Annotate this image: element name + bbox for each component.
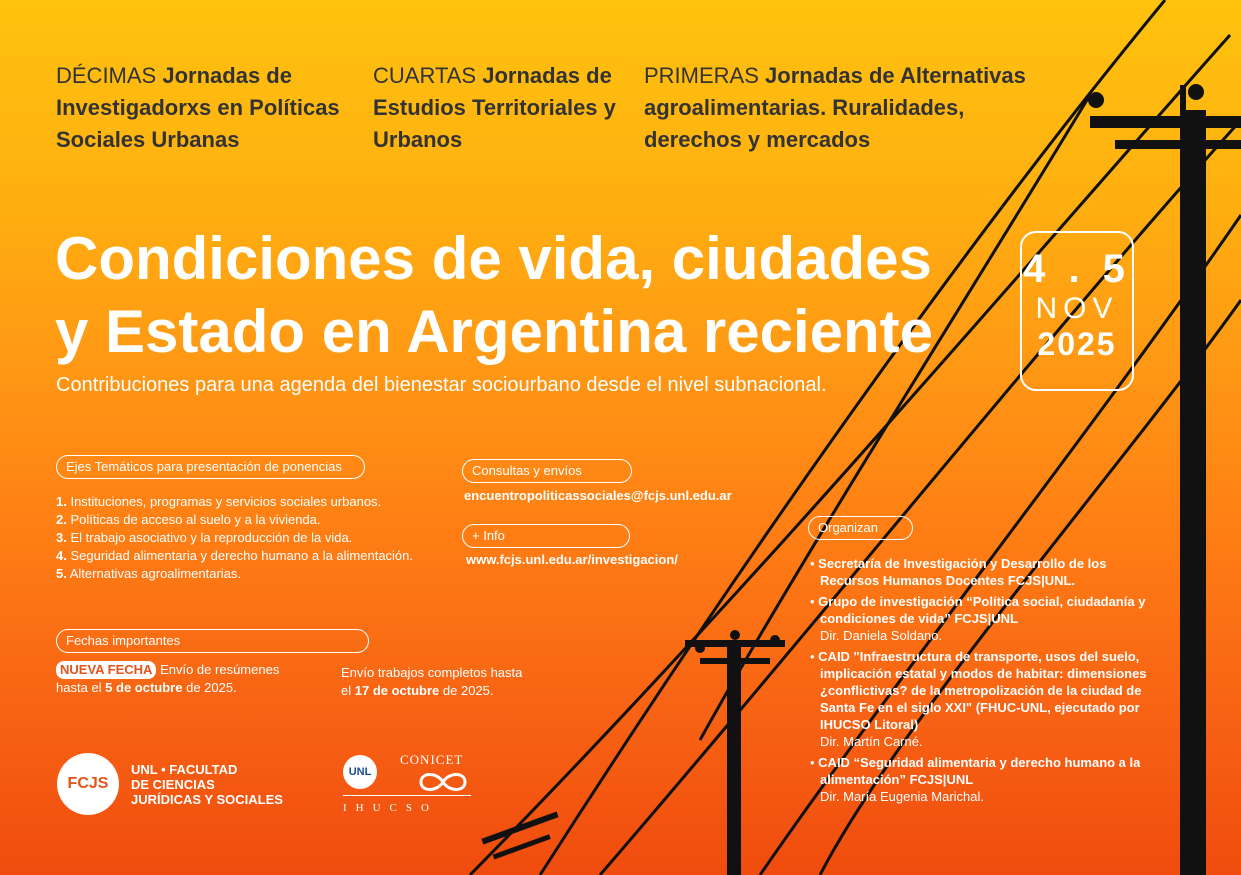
date-year: 2025: [1037, 326, 1117, 362]
nueva-fecha-badge: NUEVA FECHA: [56, 661, 156, 679]
consultas-email[interactable]: encuentropoliticassociales@fcjs.unl.edu.ar: [464, 488, 732, 503]
header-name: Jornadas de Investigadorxs en Políticas Sociales Urbanas: [56, 63, 340, 152]
list-item: 2. Políticas de acceso al suelo y a la vivienda.: [56, 512, 321, 527]
header-name: Jornadas de Estudios Territoriales y Urbanos: [373, 63, 616, 152]
main-title-line1: Condiciones de vida, ciudades: [55, 225, 932, 292]
date-days: 4 . 5: [1023, 247, 1131, 291]
header-cuartas-jornadas: [373, 60, 633, 156]
header-ordinal: DÉCIMAS: [56, 63, 157, 88]
list-item: • CAID “Seguridad alimentaria y derecho humano a la alimentación” FCJS|UNL Dir. María Eugenia Marichal.: [810, 755, 1141, 804]
ejes-list: [56, 493, 426, 583]
info-label-pill: + Info: [462, 524, 630, 548]
ejes-label-pill: Ejes Temáticos para presentación de ponencias: [56, 455, 365, 479]
list-item: 4. Seguridad alimentaria y derecho humano a la alimentación.: [56, 548, 414, 563]
info-url[interactable]: www.fcjs.unl.edu.ar/investigacion/: [466, 552, 678, 567]
ihucso-divider: [343, 795, 471, 796]
fecha-trabajos: Envío trabajos completos hasta el 17 de octubre de 2025.: [341, 665, 523, 698]
list-item: • Secretaría de Investigación y Desarrollo de los Recursos Humanos Docentes FCJS|UNL.: [810, 556, 1107, 588]
fcjs-logo: FCJS: [57, 753, 119, 815]
list-item: 3. El trabajo asociativo y la reproducción de la vida.: [56, 530, 353, 545]
main-title: [55, 222, 1015, 368]
fechas-label-pill: Fechas importantes: [56, 629, 369, 653]
list-item: • CAID "Infraestructura de transporte, usos del suelo, implicación estatal y modos de habitar: dimensiones ¿conflictivas? de la metropolización de la ciudad de Santa Fe en el siglo XXI" (FHUC-UNL, ejecutado por IHUCSO Litoral) Dir. Martín Carné.: [810, 649, 1147, 749]
consultas-label-pill: Consultas y envíos: [462, 459, 632, 483]
subtitle: Contribuciones para una agenda del bienestar sociourbano desde el nivel subnacional.: [56, 374, 827, 396]
conicet-logo-text: CONICET: [400, 752, 464, 767]
header-name: Jornadas de Alternativas agroalimentarias. Ruralidades, derechos y mercados: [644, 63, 1026, 152]
list-item: 1. Instituciones, programas y servicios sociales urbanos.: [56, 494, 382, 509]
list-item: • Grupo de investigación “Política social, ciudadanía y condiciones de vida” FCJS|UNL Dir. Daniela Soldano.: [810, 594, 1146, 643]
date-box: [1020, 231, 1134, 391]
header-ordinal: CUARTAS: [373, 63, 477, 88]
header-primeras-jornadas: [644, 60, 1044, 156]
list-item: 5. Alternativas agroalimentarias.: [56, 566, 241, 581]
main-title-line2: y Estado en Argentina reciente: [55, 298, 934, 365]
unl-logo: UNL: [343, 755, 377, 789]
header-decimas-jornadas: [56, 60, 356, 156]
conicet-infinity-icon: [415, 768, 471, 796]
date-month: NOV: [1035, 292, 1119, 325]
ihucso-logo-text: IHUCSO: [343, 802, 438, 814]
organizan-label-pill: Organizan: [808, 516, 913, 540]
fecha-resumenes: NUEVA FECHA Envío de resúmenes hasta el 5 de octubre de 2025.: [56, 662, 280, 695]
header-ordinal: PRIMERAS: [644, 63, 759, 88]
organizan-list: [808, 555, 1168, 809]
fcjs-faculty-name: UNL • FACULTAD DE CIENCIAS JURÍDICAS Y SOCIALES: [131, 762, 283, 807]
